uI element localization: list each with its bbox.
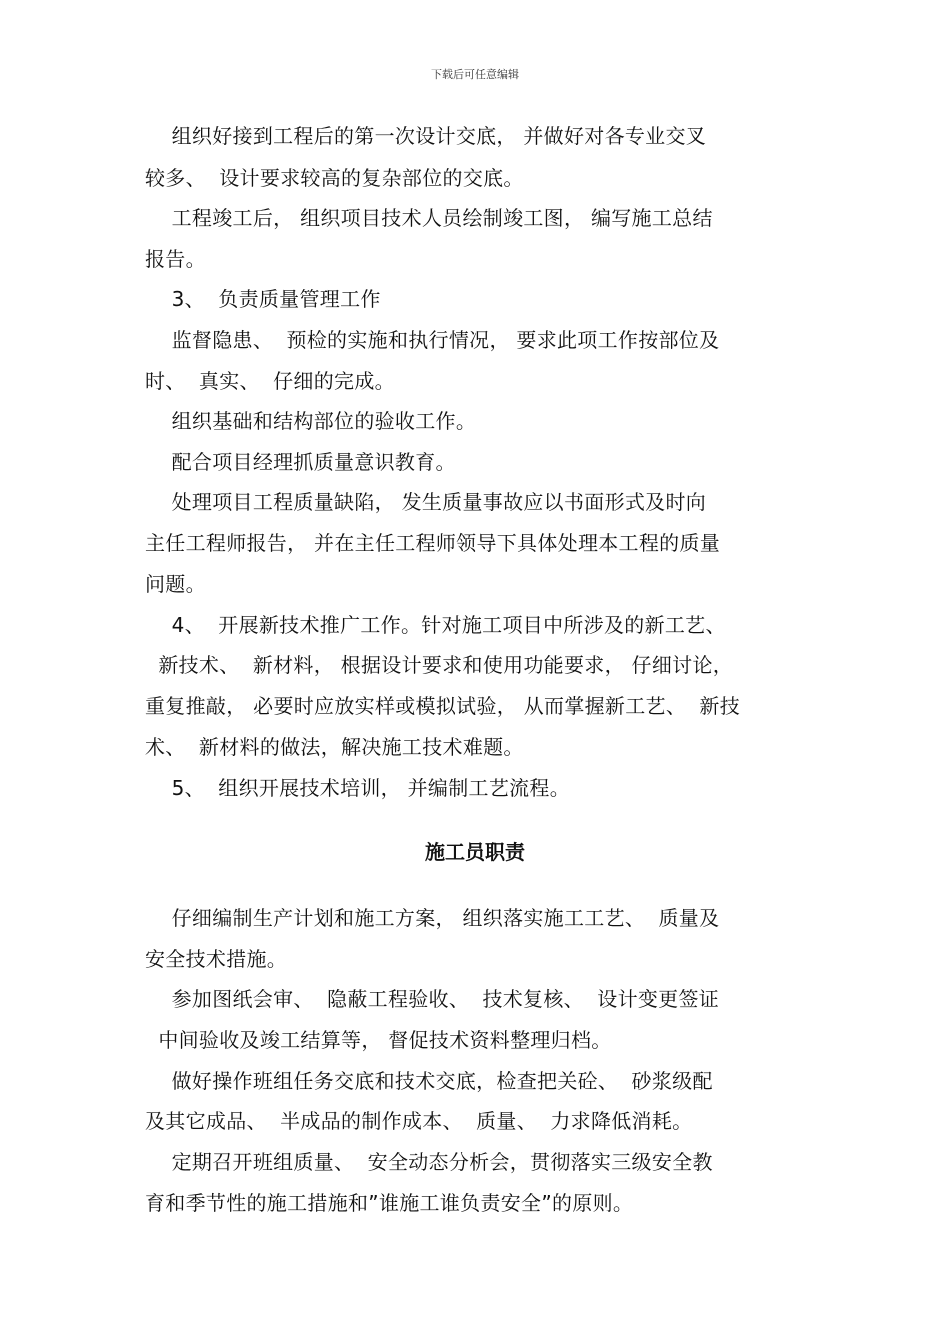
paragraph-line: 术、 新材料的做法，解决施工技术难题。 [145, 735, 524, 759]
paragraph-line: 工程竣工后， 组织项目技术人员绘制竣工图， 编写施工总结 [145, 206, 713, 230]
paragraph-line: 安全技术措施。 [145, 947, 288, 971]
paragraph-line: 配合项目经理抓质量意识教育。 [145, 450, 456, 474]
section-title: 施工员职责 [425, 840, 525, 864]
paragraph-line: 较多、 设计要求较高的复杂部位的交底。 [145, 166, 524, 190]
paragraph-line: 及其它成品、 半成品的制作成本、 质量、 力求降低消耗。 [145, 1109, 693, 1133]
paragraph-line: 组织基础和结构部位的验收工作。 [145, 409, 477, 433]
page-header: 下载后可任意编辑 [431, 68, 519, 81]
paragraph-line: 4、 开展新技术推广工作。针对施工项目中所涉及的新工艺、 [145, 613, 726, 637]
paragraph-line: 问题。 [145, 572, 206, 596]
paragraph-line: 3、 负责质量管理工作 [145, 287, 381, 311]
paragraph-line: 做好操作班组任务交底和技术交底，检查把关砼、 砂浆级配 [145, 1069, 713, 1093]
paragraph-line: 定期召开班组质量、 安全动态分析会，贯彻落实三级安全教 [145, 1150, 713, 1174]
paragraph-line: 育和季节性的施工措施和”谁施工谁负责安全”的原则。 [145, 1191, 634, 1215]
paragraph-line: 主任工程师报告， 并在主任工程师领导下具体处理本工程的质量 [145, 531, 721, 555]
paragraph-line: 报告。 [145, 247, 206, 271]
paragraph-line: 时、 真实、 仔细的完成。 [145, 369, 395, 393]
paragraph-line: 中间验收及竣工结算等， 督促技术资料整理归档。 [145, 1028, 612, 1052]
paragraph-line: 5、 组织开展技术培训， 并编制工艺流程。 [145, 776, 571, 800]
paragraph-line: 新技术、 新材料， 根据设计要求和使用功能要求， 仔细讨论， [145, 653, 734, 677]
paragraph-line: 处理项目工程质量缺陷， 发生质量事故应以书面形式及时向 [145, 490, 707, 514]
paragraph-line: 重复推敲， 必要时应放实样或模拟试验， 从而掌握新工艺、 新技 [145, 694, 741, 718]
paragraph-line: 参加图纸会审、 隐蔽工程验收、 技术复核、 设计变更签证 [145, 987, 720, 1011]
paragraph-line: 组织好接到工程后的第一次设计交底， 并做好对各专业交叉 [145, 124, 707, 148]
paragraph-line: 仔细编制生产计划和施工方案， 组织落实施工工艺、 质量及 [145, 906, 720, 930]
paragraph-line: 监督隐患、 预检的实施和执行情况， 要求此项工作按部位及 [145, 328, 720, 352]
